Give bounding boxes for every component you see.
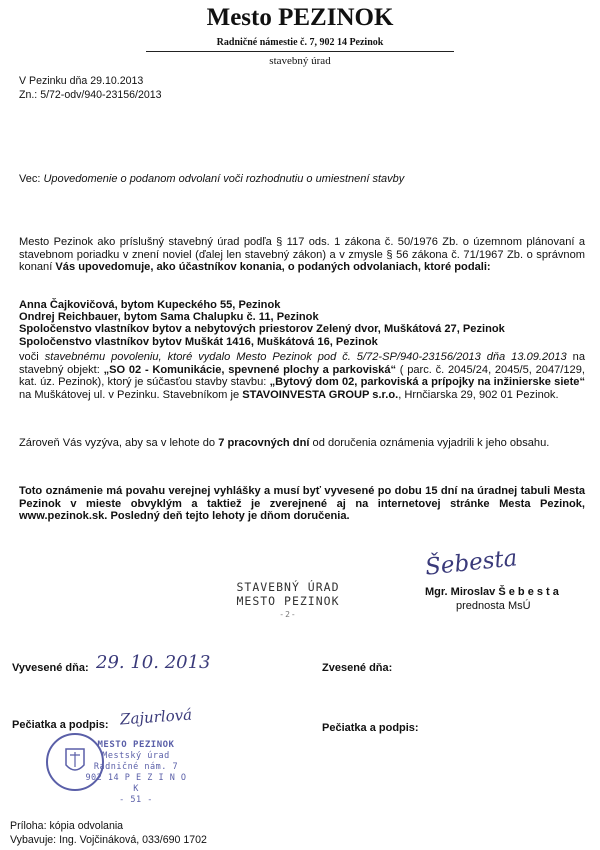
intro-paragraph [19, 236, 585, 274]
header-divider [146, 51, 454, 52]
builder-address: , Hrnčiarska 29, 902 01 Pezinok. [398, 389, 559, 402]
invitation-paragraph [19, 437, 585, 450]
place-date: V Pezinku dňa 29.10.2013 [19, 75, 144, 87]
appellant-2: Ondrej Reichbauer, bytom Sama Chalupku č. 11, Pezinok [19, 311, 319, 323]
seal-label-left: Pečiatka a podpis: [12, 719, 109, 731]
signatory-name: Mgr. Miroslav Š e b e s t a [425, 586, 559, 598]
stamp-office: Mestský úrad [102, 751, 170, 761]
contact-person: Vybavuje: Ing. Vojčináková, 033/690 1702 [10, 834, 207, 846]
document-title: Mesto PEZINOK [206, 4, 394, 31]
department-name: stavebný úrad [269, 55, 331, 67]
invite-pre: Zároveň Vás vyzýva, aby sa v lehote do [19, 437, 216, 449]
subject-text: Upovedomenie o podanom odvolaní voči rozhodnutiu o umiestnení stavby [43, 173, 405, 185]
building-name: „Bytový dom 02, parkoviská a prípojky na inžinierske siete“ [269, 376, 586, 389]
appellant-1: Anna Čajkovičová, bytom Kupeckého 55, Pezinok [19, 299, 281, 311]
attachment-note: Príloha: kópia odvolania [10, 820, 124, 832]
posted-date-value: 29. 10. 2013 [96, 652, 211, 673]
signatory-title: prednosta MsÚ [456, 600, 531, 612]
stamp-street: Radničné nám. 7 [93, 762, 179, 772]
stamp-city: MESTO PEZINOK [97, 740, 175, 750]
parcels-text: ( parc. č. 2045/24, 2045/5, 2047/129, kat. úz. Pezinok), ktorý je súčasťou stavby stavbu: [19, 363, 585, 389]
office-address: Radničné námestie č. 7, 902 14 Pezinok [216, 37, 384, 48]
office-stamp [218, 580, 358, 622]
appellant-4: Spoločenstvo vlastníkov bytov Muškát 1416, Muškátová 16, Pezinok [19, 336, 378, 348]
posting-signature: Zajurlová [119, 705, 193, 729]
seal-label-right: Pečiatka a podpis: [322, 722, 419, 734]
appellant-3: Spoločenstvo vlastníkov bytov a nebytových priestorov Zelený dvor, Muškátová 27, Pezinok [19, 323, 505, 335]
public-notice: Toto oznámenie má povahu verejnej vyhlášky a musí byť vyvesené po dobu 15 dní na úradnej tabuli Mesta Pezinok v mieste obvyklým a taktiež je zverejnené aj na internetovej stránke Mesta Pezinok, www.pezinok.sk. Posledný deň tejto lehoty je dňom doručenia. [19, 485, 585, 523]
posted-date-label: Vyvesené dňa: [12, 662, 89, 674]
appeal-target-paragraph [19, 351, 585, 402]
invite-post: od doručenia oznámenia vyjadrili k jeho obsahu. [312, 437, 550, 449]
stamp-postcode: 902 14 P E Z I N O K [85, 773, 187, 794]
against-mid: na stavebný objekt: [19, 351, 585, 376]
subject-line [19, 173, 404, 185]
stamp-line-2: MESTO PEZINOK [236, 594, 340, 608]
removed-date-label: Zvesené dňa: [322, 662, 393, 674]
location-text: na Muškátovej ul. v Pezinku. Stavebníkom je [19, 389, 240, 402]
permit-reference: stavebnému povoleniu, ktoré vydalo Mesto Pezinok pod č. 5/72-SP/940-23156/2013 dňa 13.09.2013 [44, 351, 567, 363]
builder-name: STAVOINVESTA GROUP s.r.o. [242, 389, 399, 402]
stamp-line-1: STAVEBNÝ ÚRAD [236, 580, 340, 594]
invite-days: 7 pracovných dní [218, 437, 310, 449]
intro-text: Mesto Pezinok ako príslušný stavebný úrad podľa § 117 ods. 1 zákona č. 50/1976 Zb. o územnom plánovaní a stavebnom poriadku v znení noviel (ďalej len stavebný zákon) a v zmysle § 56 zákona č. 71/1967 Zb. o správnom konaní [19, 236, 585, 274]
handwritten-signature: Šebesta [423, 545, 519, 581]
stamp-line-3: -2- [279, 610, 297, 619]
municipal-stamp-text [84, 740, 188, 806]
subject-label: Vec: [19, 173, 41, 185]
intro-bold-text: Vás upovedomuje, ako účastníkov konania, o podaných odvolaniach, ktoré podali: [55, 261, 491, 274]
stamp-number: - 51 - [119, 795, 153, 805]
reference-number: Zn.: 5/72-odv/940-23156/2013 [19, 89, 162, 101]
object-name: „SO 02 - Komunikácie, spevnené plochy a parkoviská“ [103, 363, 397, 376]
against-pre: voči [19, 351, 39, 363]
